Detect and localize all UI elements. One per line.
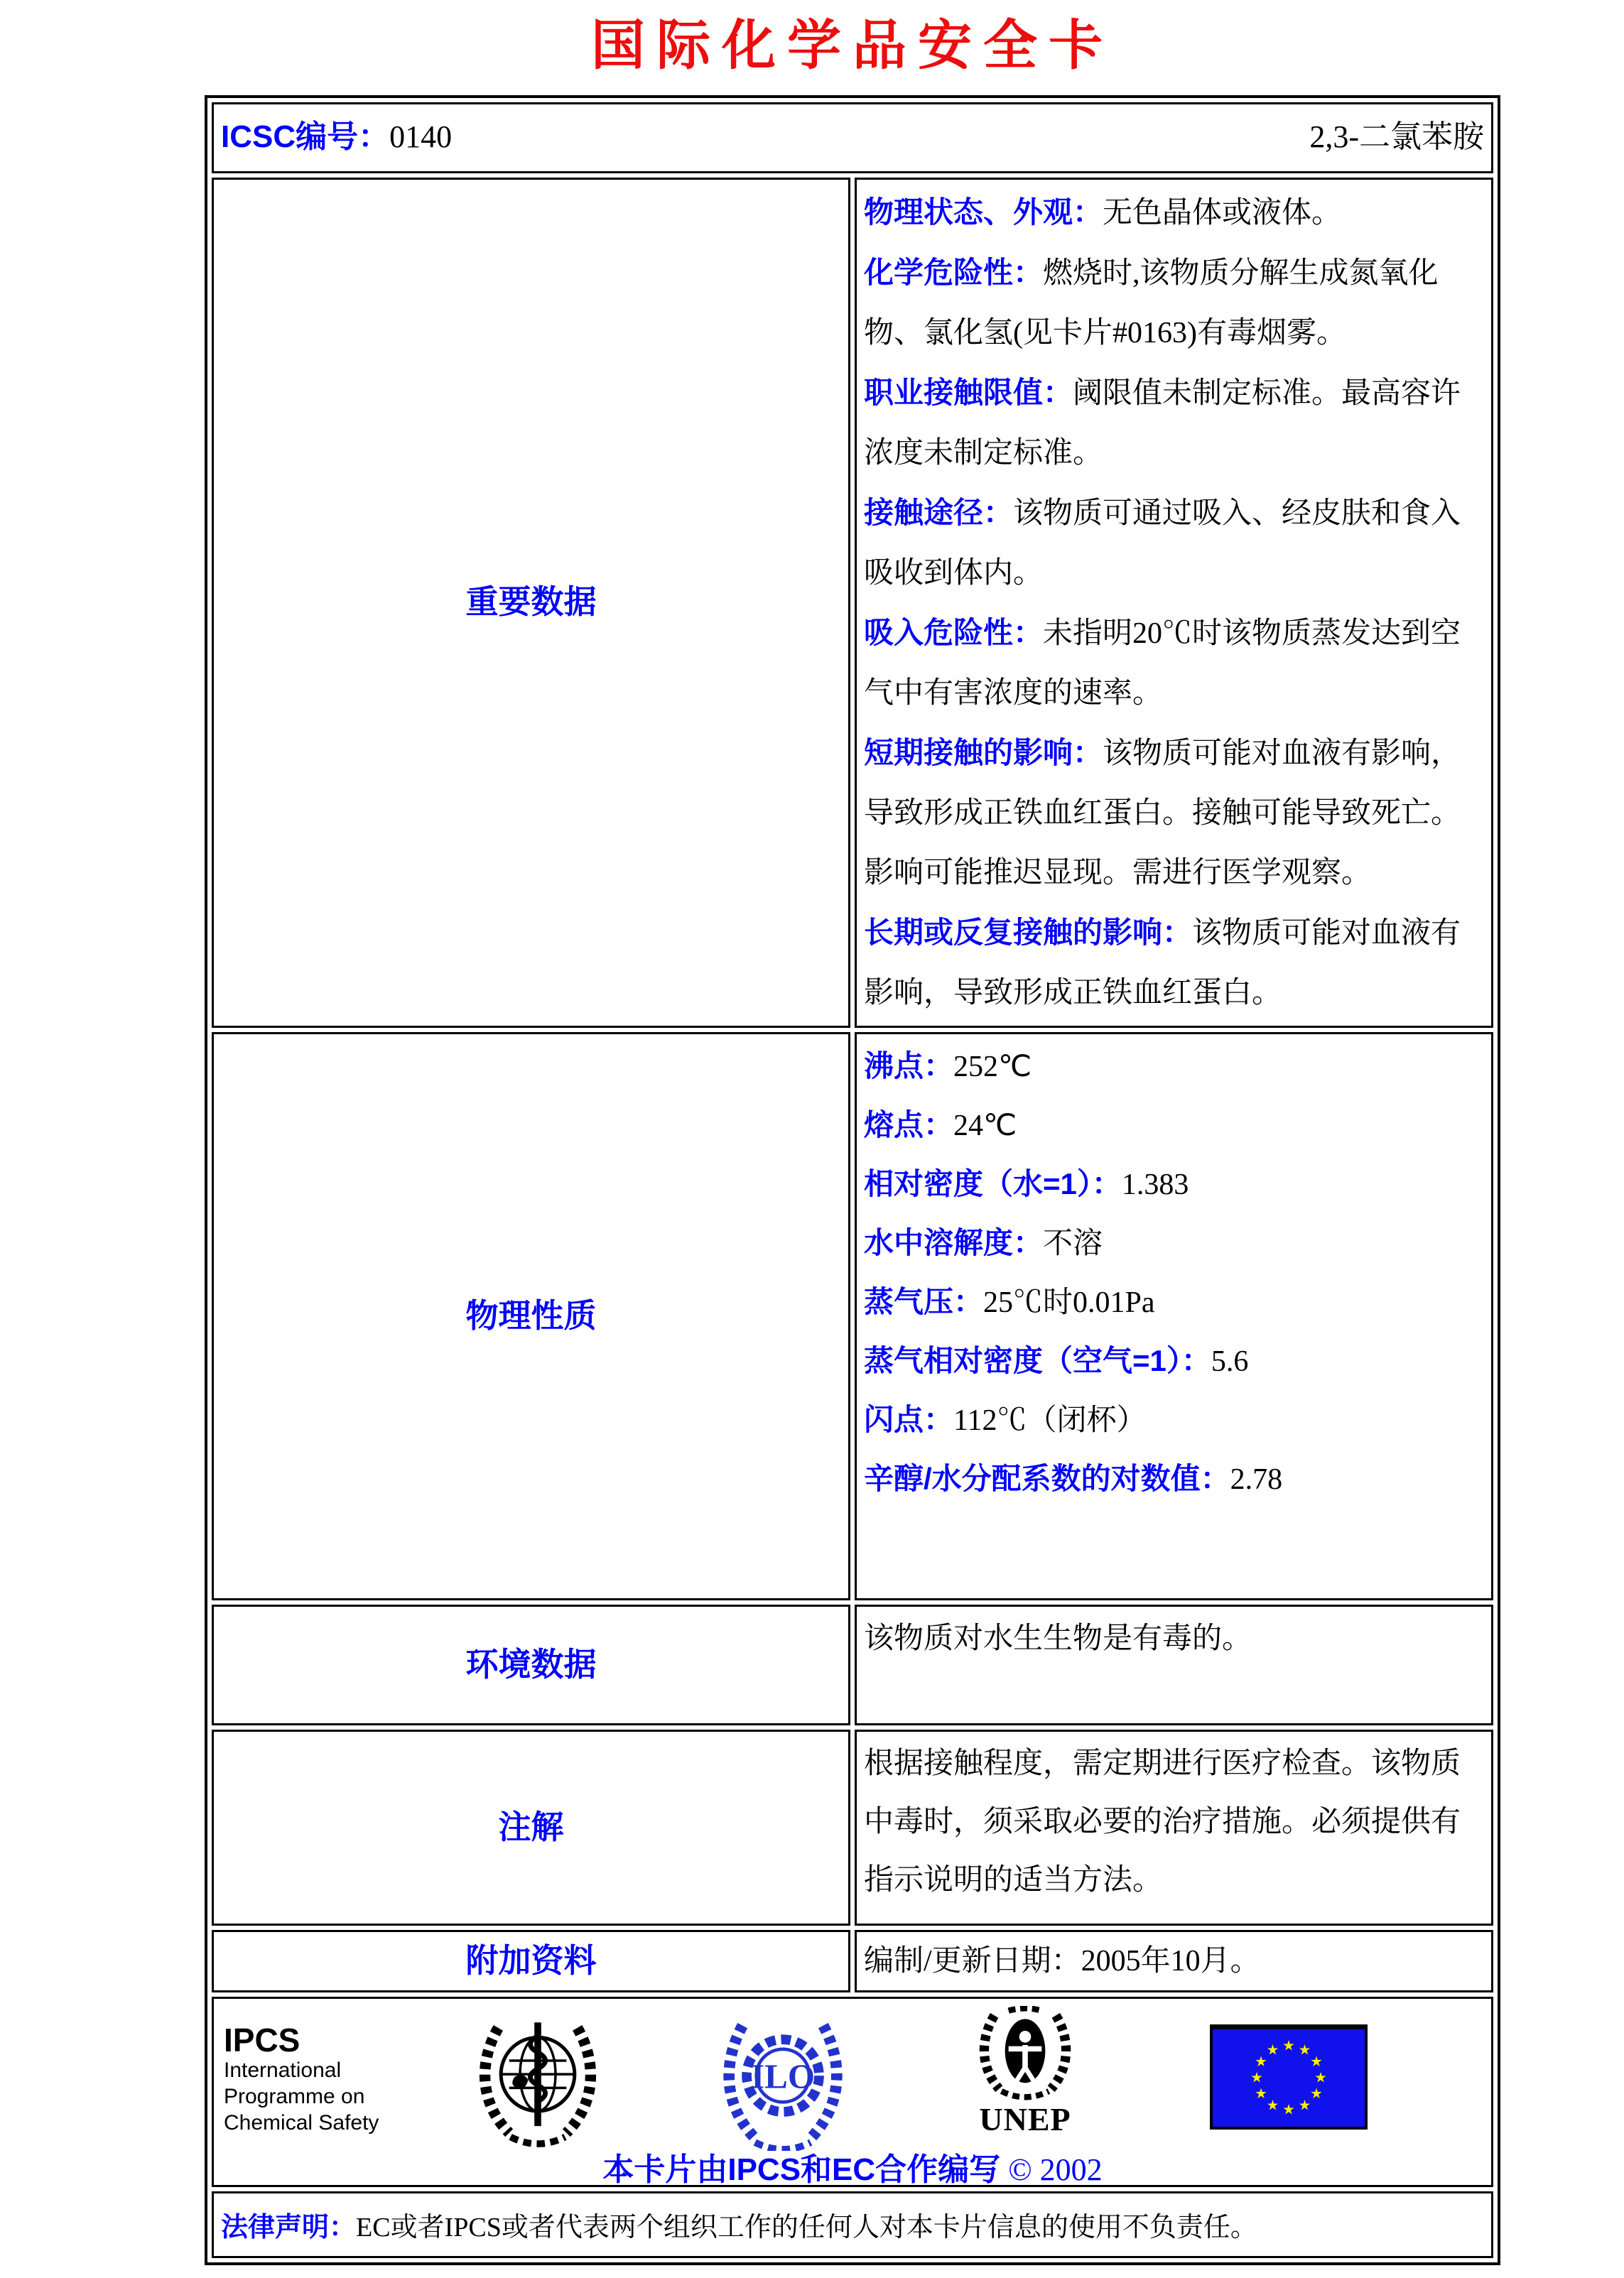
important-data-row [212, 178, 1493, 1028]
data-item [864, 243, 1484, 363]
legal-row [212, 2191, 1493, 2258]
property-label: 熔点： [864, 1107, 954, 1141]
ilo-logo-icon [713, 2006, 852, 2154]
who-logo-icon [470, 2006, 606, 2152]
data-item [864, 183, 1484, 243]
property-label: 蒸气压： [864, 1284, 984, 1318]
unep-wordmark: UNEP [979, 2100, 1071, 2137]
property-value: 24℃ [953, 1109, 1017, 1142]
property-item [864, 1391, 1484, 1450]
environmental-data-row [212, 1605, 1493, 1725]
property-item [864, 1155, 1484, 1214]
physical-properties-content [855, 1032, 1493, 1600]
item-label: 化学危险性： [864, 255, 1044, 289]
physical-properties-row [212, 1032, 1493, 1600]
logos-row [212, 1997, 1493, 2187]
section-label-notes: 注解 [212, 1730, 850, 1926]
ipcs-line: International [224, 2058, 342, 2082]
property-value: 252℃ [953, 1050, 1032, 1083]
data-item [864, 363, 1484, 483]
item-text: 燃烧时,该物质分解生成氮氧化物、氯化氢(见卡片#0163)有毒烟雾。 [864, 256, 1439, 349]
item-text: 该物质可能对血液有影响，导致形成正铁血红蛋白。接触可能导致死亡。影响可能推迟显现。需进行医学观察。 [864, 737, 1461, 889]
property-item [864, 1037, 1484, 1096]
additional-info-row [212, 1930, 1493, 1992]
ipcs-text-block [224, 2023, 379, 2136]
page-title: 国际化学品安全卡 [591, 16, 1114, 76]
property-item [864, 1332, 1484, 1391]
item-text: 该物质可通过吸入、经皮肤和食入吸收到体内。 [864, 497, 1461, 590]
unep-logo-icon [961, 2006, 1089, 2136]
data-item [864, 903, 1484, 1023]
property-value: 1.383 [1121, 1168, 1189, 1201]
property-label: 蒸气相对密度（空气=1）： [864, 1343, 1211, 1377]
property-label: 闪点： [864, 1402, 954, 1436]
section-label-environmental-data: 环境数据 [212, 1605, 850, 1725]
legal-cell [212, 2191, 1493, 2258]
item-text: 该物质可能对血液有影响，导致形成正铁血红蛋白。 [864, 916, 1461, 1009]
property-label: 水中溶解度： [864, 1225, 1044, 1259]
item-label: 接触途径： [864, 495, 1014, 529]
item-label: 物理状态、外观： [864, 195, 1103, 229]
environmental-data-content: 该物质对水生生物是有毒的。 [855, 1605, 1493, 1725]
item-text: 阈限值未制定标准。最高容许浓度未制定标准。 [864, 376, 1461, 470]
item-label: 短期接触的影响： [864, 735, 1103, 769]
property-item [864, 1450, 1484, 1509]
credit-text: 本卡片由IPCS和EC合作编写 [602, 2152, 1001, 2187]
data-item [864, 603, 1484, 723]
notes-row [212, 1730, 1493, 1926]
additional-info-content: 编制/更新日期：2005年10月。 [855, 1930, 1493, 1992]
legal-label: 法律声明： [221, 2213, 357, 2243]
item-text: 无色晶体或液体。 [1103, 196, 1342, 229]
data-item [864, 483, 1484, 603]
property-item [864, 1214, 1484, 1273]
property-value: 2.78 [1230, 1463, 1283, 1496]
data-item [864, 723, 1484, 903]
item-label: 长期或反复接触的影响： [864, 915, 1193, 949]
icsc-number-label: ICSC编号： [221, 119, 390, 155]
credit-line [214, 2144, 1491, 2189]
property-item [864, 1273, 1484, 1332]
ipcs-line: Programme on [224, 2084, 365, 2108]
ipcs-acronym: IPCS [224, 2021, 301, 2059]
copyright-text: © 2002 [1008, 2152, 1103, 2187]
item-text: 未指明20℃时该物质蒸发达到空气中有害浓度的速率。 [864, 617, 1461, 710]
icsc-card-table [205, 95, 1500, 2265]
section-label-important-data: 重要数据 [212, 178, 850, 1028]
section-label-physical-properties: 物理性质 [212, 1032, 850, 1600]
ipcs-line: Chemical Safety [224, 2110, 379, 2135]
property-item [864, 1096, 1484, 1155]
property-value: 112℃（闭杯） [953, 1404, 1147, 1437]
legal-text: EC或者IPCS或者代表两个组织工作的任何人对本卡片信息的使用不负责任。 [356, 2213, 1257, 2243]
property-value: 25℃时0.01Pa [983, 1286, 1155, 1319]
property-value: 5.6 [1211, 1345, 1249, 1378]
property-label: 相对密度（水=1）： [864, 1166, 1122, 1200]
important-data-content [855, 178, 1493, 1028]
item-label: 职业接触限值： [864, 375, 1073, 409]
svg-text:ILO: ILO [751, 2056, 815, 2096]
notes-content: 根据接触程度，需定期进行医疗检查。该物质中毒时，须采取必要的治疗措施。必须提供有指示说明的适当方法。 [855, 1730, 1493, 1926]
logos-cell [212, 1997, 1493, 2187]
property-label: 沸点： [864, 1048, 954, 1083]
eu-flag-icon [1210, 2024, 1368, 2133]
item-label: 吸入危险性： [864, 615, 1044, 649]
header-row [212, 102, 1493, 173]
header-cell [212, 102, 1493, 173]
chemical-name: 2,3-二氯苯胺 [1309, 119, 1484, 155]
property-value: 不溶 [1043, 1227, 1103, 1260]
property-label: 辛醇/水分配系数的对数值： [864, 1461, 1230, 1495]
icsc-number-value: 0140 [389, 119, 453, 155]
section-label-additional-info: 附加资料 [212, 1930, 850, 1992]
